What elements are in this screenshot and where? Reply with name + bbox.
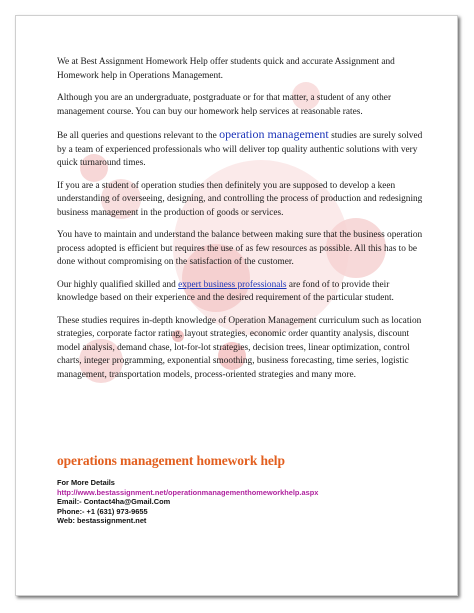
paragraph-operation-studies: If you are a student of operation studies then definitely you are supposed to develop a keen understanding of overseeing, designing, and controlling the process of production and redesigning business management in the production of goods or services. [57,180,423,218]
contact-details [57,478,318,526]
paragraph-audience: Although you are an undergraduate, postgraduate or for that matter, a student of any other management course. You can buy our homework help services at reasonable rates. [57,93,392,117]
paragraph-curriculum: These studies requires in-depth knowledge of Operation Management curriculum such as location strategies, corporate factor rating, layout strategies, economic order quantity analysis, discount model analysis, demand chase, lot-for-lot strategies, decision trees, linear optimization, control charts, integer programming, exponential smoothing, business forecasting, time series, logistic management, transportation models, process-oriented strategies and many more. [57,315,422,380]
contact-title: For More Details [57,478,115,487]
paragraph-balance: You have to maintain and understand the balance between making sure that the business operation process adopted is efficient but requires the use of as few resources as possible. All this has to be done without compromising on the satisfaction of the customer. [57,230,423,267]
paragraph-qualified [57,279,427,306]
paragraph-experts-end: studies are surely solved by a team of experienced professionals who will deliver top quality authentic solutions with very quick turnaround times. [57,131,423,168]
promo-heading: operations management homework help [57,453,285,468]
paragraph-experts-start: Be all queries and questions relevant to the [57,131,220,141]
contact-web: Web: bestassignment.net [57,516,147,526]
paragraph-qualified-start: Our highly qualified skilled and [57,279,179,290]
paragraph-qualified-end: are fond of to provide their knowledge based on their experience and the desired requirement of the particular student. [57,279,394,303]
operation-management-link[interactable]: operation management [219,127,329,141]
contact-email: Email:- Contact4ha@Gmail.Com [57,497,171,507]
contact-url-link[interactable]: http://www.bestassignment.net/operationmanagementhomeworkhelp.aspx [57,487,319,497]
document-body [57,56,427,391]
paragraph-experts [57,128,427,171]
paragraph-intro: We at Best Assignment Homework Help offer students quick and accurate Assignment and Homework help in Operations Management. [57,57,395,81]
contact-phone: Phone:- +1 (631) 973-9655 [57,506,148,516]
expert-business-professionals-link[interactable]: expert business professionals [178,279,287,290]
document-page [15,15,458,596]
